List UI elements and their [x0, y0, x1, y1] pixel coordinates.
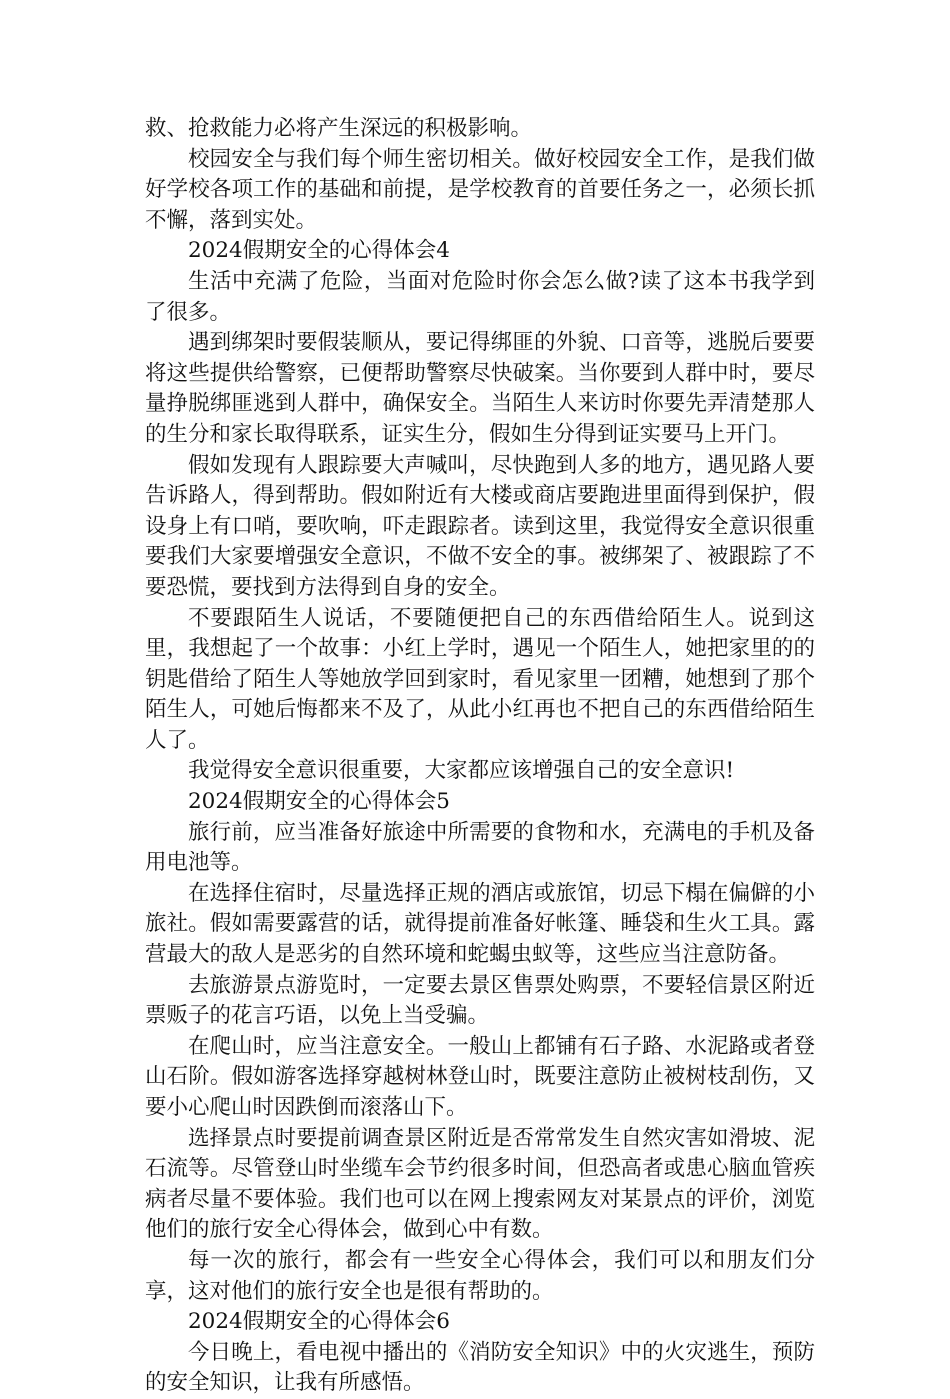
paragraph: 在选择住宿时，尽量选择正规的酒店或旅馆，切忌下榻在偏僻的小旅社。假如需要露营的话，就得提前准备好帐篷、睡袋和生火工具。露营最大的敌人是恶劣的自然环境和蛇蝎虫蚁等，这些应当注意防备。: [145, 880, 815, 968]
section-heading: 2024假期安全的心得体会5: [188, 789, 450, 815]
paragraph: 遇到绑架时要假装顺从，要记得绑匪的外貌、口音等，逃脱后要要将这些提供给警察，已便帮助警察尽快破案。当你要到人群中时，要尽量挣脱绑匪逃到人群中，确保安全。当陌生人来访时你要先弄清楚那人的生分和家长取得联系，证实生分，假如生分得到证实要马上开门。: [145, 330, 815, 447]
paragraph: 旅行前，应当准备好旅途中所需要的食物和水，充满电的手机及备用电池等。: [145, 819, 815, 876]
paragraph: 选择景点时要提前调查景区附近是否常常发生自然灾害如滑坡、泥石流等。尽管登山时坐缆车会节约很多时间，但恐高者或患心脑血管疾病者尽量不要体验。我们也可以在网上搜索网友对某景点的评价，浏览他们的旅行安全心得体会，做到心中有数。: [145, 1125, 815, 1243]
paragraph: 今日晚上，看电视中播出的《消防安全知识》中的火灾逃生，预防的安全知识，让我有所感悟。: [145, 1339, 815, 1396]
section-heading: 2024假期安全的心得体会4: [188, 238, 450, 264]
paragraph: 每一次的旅行，都会有一些安全心得体会，我们可以和朋友们分享，这对他们的旅行安全也是很有帮助的。: [145, 1247, 815, 1304]
paragraph: 生活中充满了危险，当面对危险时你会怎么做?读了这本书我学到了很多。: [145, 268, 815, 325]
paragraph: 在爬山时，应当注意安全。一般山上都铺有石子路、水泥路或者登山石阶。假如游客选择穿越树林登山时，既要注意防止被树枝刮伤，又要小心爬山时因跌倒而滚落山下。: [145, 1033, 815, 1120]
document-page: [145, 114, 815, 1399]
paragraph: 救、抢救能力必将产生深远的积极影响。: [145, 116, 533, 141]
paragraph: 去旅游景点游览时，一定要去景区售票处购票，不要轻信景区附近票贩子的花言巧语，以免上当受骗。: [145, 972, 815, 1029]
paragraph: 不要跟陌生人说话，不要随便把自己的东西借给陌生人。说到这里，我想起了一个故事：小红上学时，遇见一个陌生人，她把家里的的钥匙借给了陌生人等她放学回到家时，看见家里一团糟，她想到了那个陌生人，可她后悔都来不及了，从此小红再也不把自己的东西借给陌生人了。: [145, 605, 815, 753]
section-heading: 2024假期安全的心得体会6: [188, 1309, 450, 1335]
paragraph: 假如发现有人跟踪要大声喊叫，尽快跑到人多的地方，遇见路人要告诉路人，得到帮助。假如附近有大楼或商店要跑进里面得到保护，假设身上有口哨，要吹响，吓走跟踪者。读到这里，我觉得安全意识很重要我们大家要增强安全意识，不做不安全的事。被绑架了、被跟踪了不要恐慌，要找到方法得到自身的安全。: [145, 452, 815, 600]
paragraph: 我觉得安全意识很重要，大家都应该增强自己的安全意识!: [188, 758, 735, 784]
paragraph: 校园安全与我们每个师生密切相关。做好校园安全工作，是我们做好学校各项工作的基础和前提，是学校教育的首要任务之一，必须长抓不懈，落到实处。: [145, 146, 815, 233]
